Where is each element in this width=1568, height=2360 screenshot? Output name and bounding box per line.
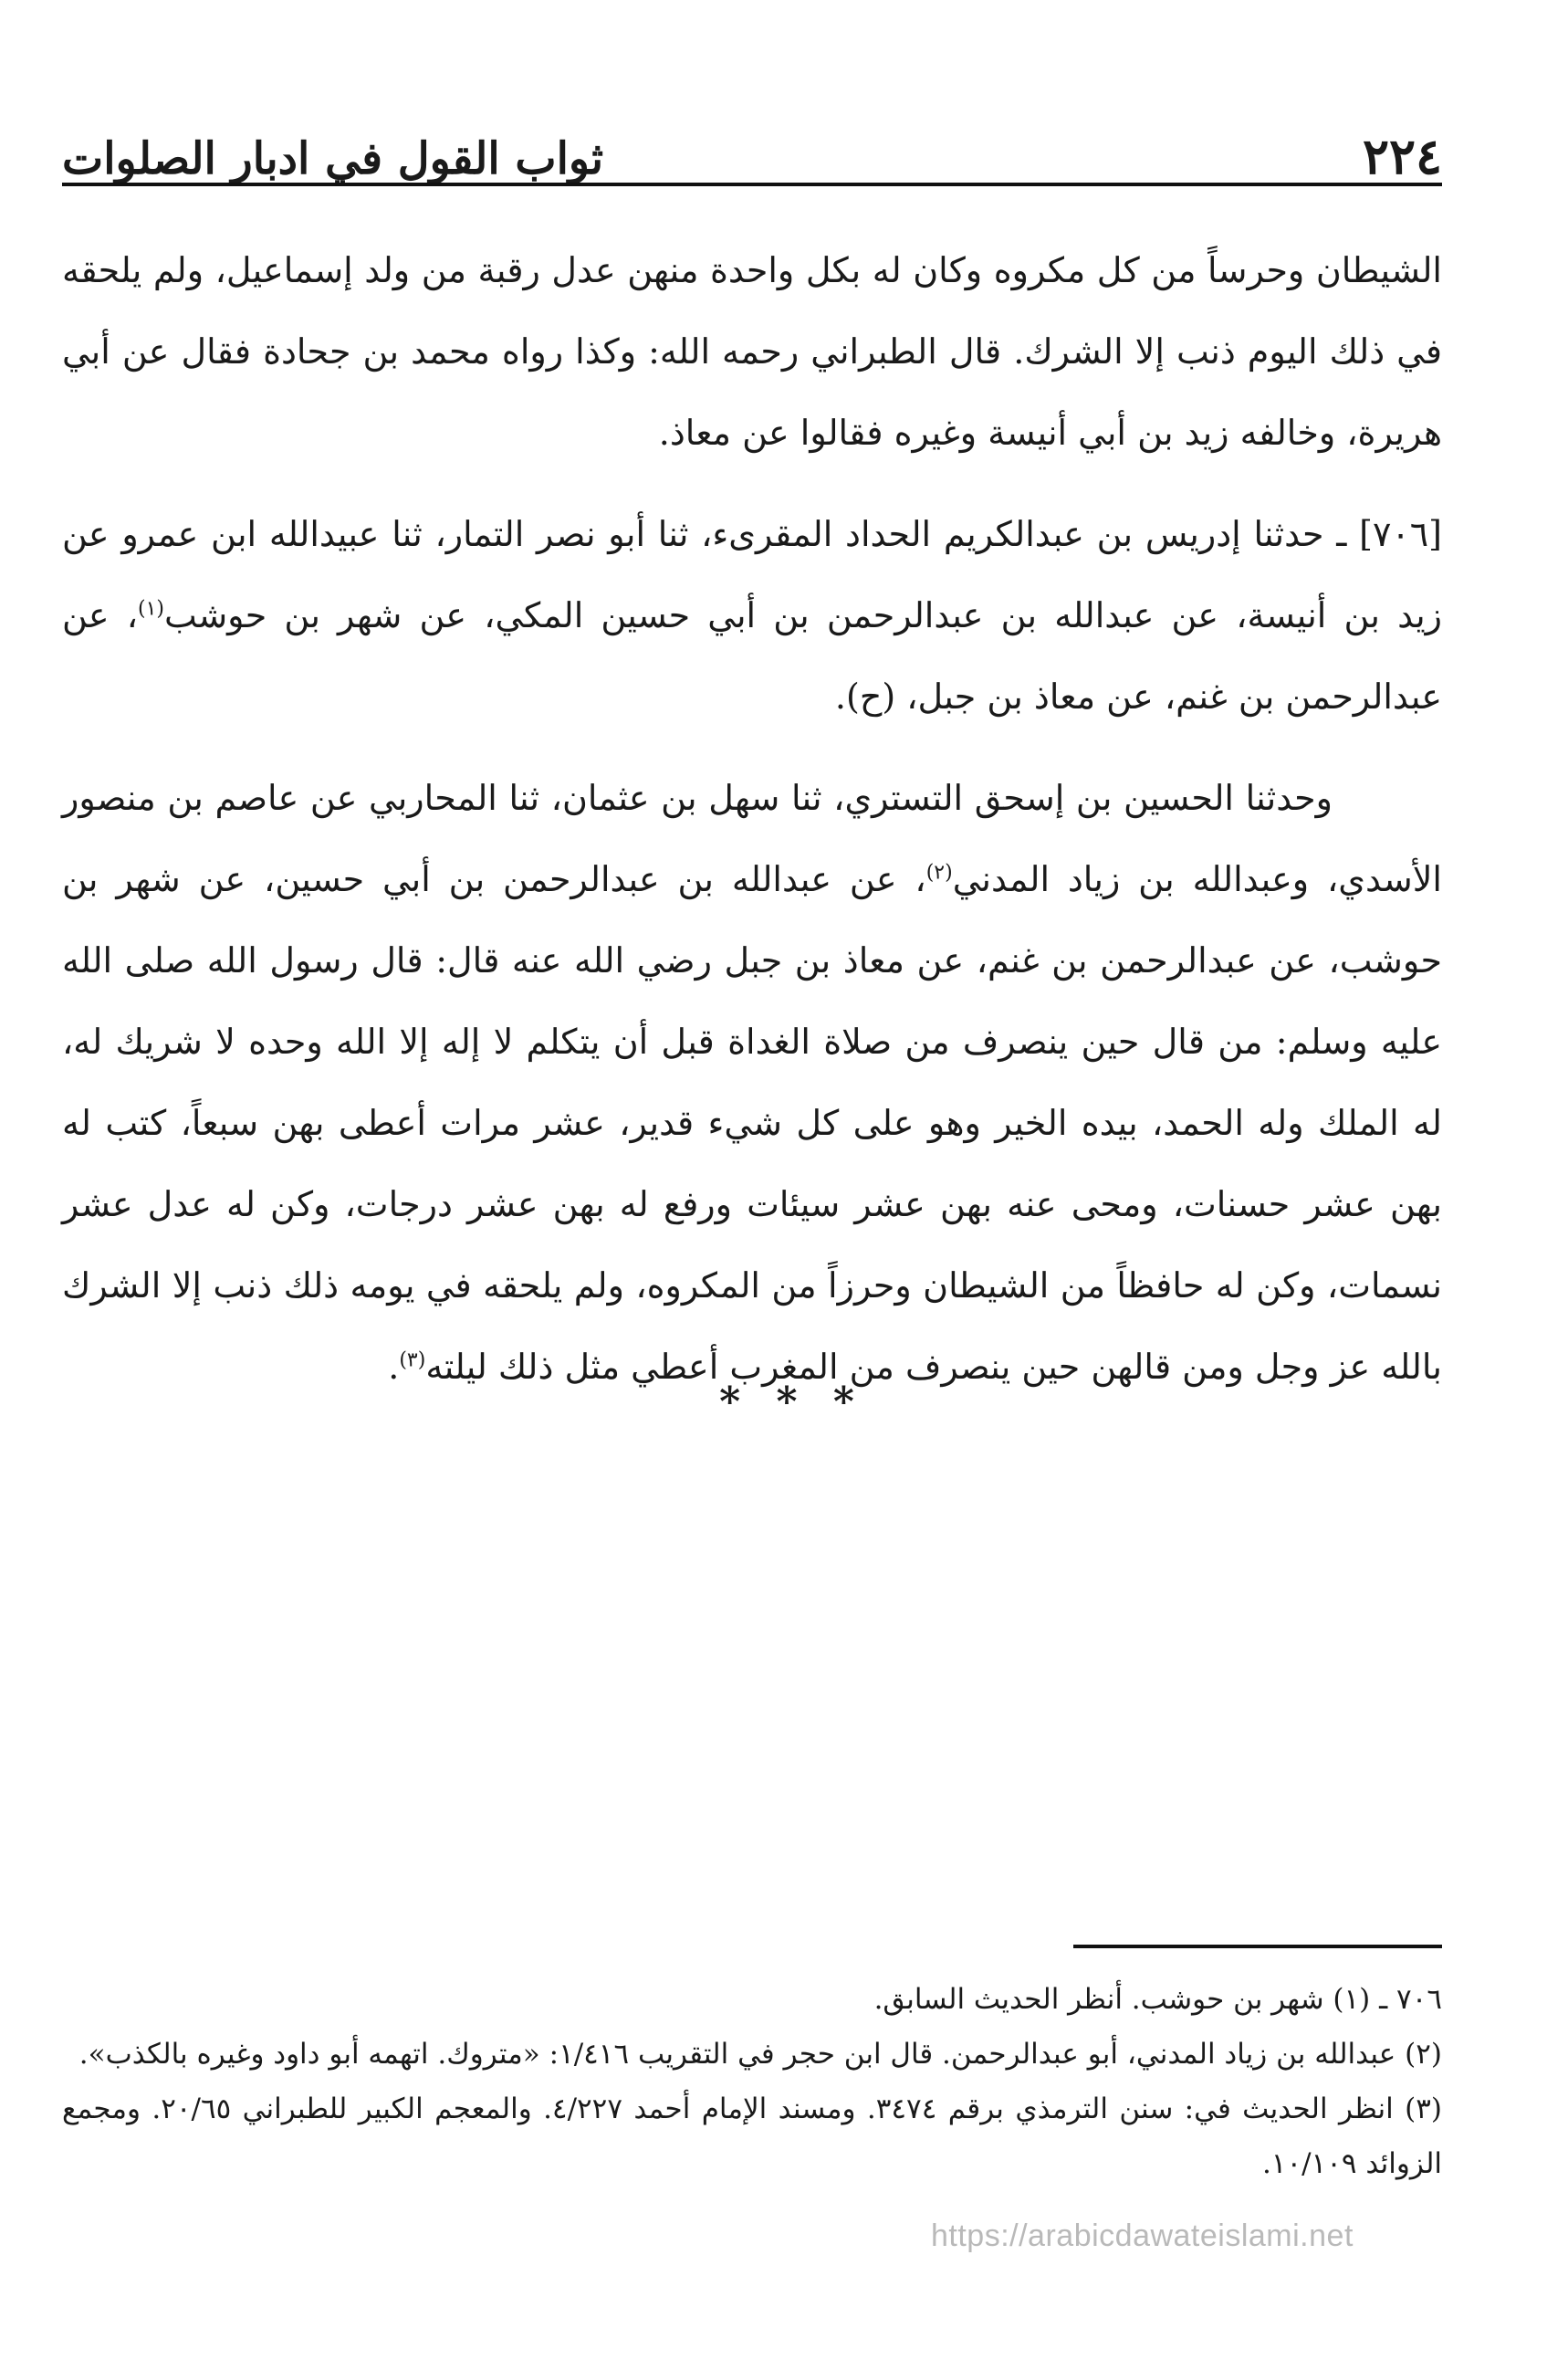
footnote-ref-1: (١) <box>138 597 165 621</box>
hadith-706 <box>62 494 1442 738</box>
hadith-end: . <box>388 1347 400 1387</box>
main-text <box>62 230 1442 1428</box>
footnote-1: ٧٠٦ ـ (١) شهر بن حوشب. أنظر الحديث السابق. <box>873 1983 1442 2016</box>
running-header <box>62 108 1442 185</box>
footnote-3: (٣) انظر الحديث في: سنن الترمذي برقم ٣٤٧٤. ومسند الإمام أحمد ٤/٢٢٧. والمعجم الكبير للطبراني ٢٠/٦٥. ومجمع الزوائد ١٠/١٠٩. <box>62 2093 1442 2180</box>
paragraph-text: الشيطان وحرساً من كل مكروه وكان له بكل واحدة منهن عدل رقبة من ولد إسماعيل، ولم يلحقه في ذلك اليوم ذنب إلا الشرك. قال الطبراني رحمه الله: وكذا رواه محمد بن جحادة فقال عن أبي هريرة، وخالفه زيد بن أبي أنيسة وغيره فقالوا عن معاذ. <box>62 250 1442 453</box>
hadith-text <box>62 758 1442 1408</box>
isnad-text-cont: ، عن عبدالرحمن بن غنم، عن معاذ بن جبل، (ح). <box>62 595 1442 717</box>
paragraph-continuation <box>62 230 1442 474</box>
hadith-matn: ، عن عبدالله بن عبدالرحمن بن أبي حسين، عن شهر بن حوشب، عن عبدالرحمن بن غنم، عن معاذ بن جبل رضي الله عنه قال: قال رسول الله صلى الله عليه وسلم: من قال حين ينصرف من صلاة الغداة قبل أن يتكلم لا إله إلا الله وحده لا شريك له، له الملك وله الحمد، بيده الخير وهو على كل شيء قدير، عشر مرات أعطى بهن سبعاً، كتب له بهن عشر حسنات، ومحى عنه بهن عشر سيئات ورفع له بهن عشر درجات، وكن له عدل عشر نسمات، وكن له حافظاً من الشيطان وحرزاً من المكروه، ولم يلحقه في يومه ذلك ذنب إلا الشرك بالله عز وجل ومن قالهن حين ينصرف من المغرب أعطي مثل ذلك ليلته <box>62 859 1442 1387</box>
footnote-rule <box>1073 1945 1442 1948</box>
footnote-ref-2: (٢) <box>925 861 953 885</box>
footnote-ref-3: (٣) <box>399 1348 426 1372</box>
page-number: ٢٢٤ <box>1362 127 1442 185</box>
watermark-url: https://arabicdawateislami.net <box>931 2218 1354 2253</box>
isnad-text: [٧٠٦] ـ حدثنا إدريس بن عبدالكريم الحداد المقرىء، ثنا أبو نصر التمار، ثنا عبيدالله ابن عمرو عن زيد بن أنيسة، عن عبدالله بن عبدالرحمن بن أبي حسين المكي، عن شهر بن حوشب <box>62 514 1442 635</box>
footnote-2: (٢) عبدالله بن زياد المدني، أبو عبدالرحمن. قال ابن حجر في التقريب ١/٤١٦: «متروك. اتهمه أبو داود وغيره بالكذب». <box>78 2038 1442 2071</box>
section-separator: * * * <box>719 1379 865 1425</box>
running-title: ثواب القول في ادبار الصلوات <box>62 133 604 184</box>
isnad-text: وحدثنا الحسين بن إسحق التستري، ثنا سهل بن عثمان، ثنا المحاربي عن عاصم بن منصور الأسدي، وعبدالله بن زياد المدني <box>62 778 1442 899</box>
header-rule <box>62 183 1442 186</box>
footnotes <box>62 1972 1442 2191</box>
